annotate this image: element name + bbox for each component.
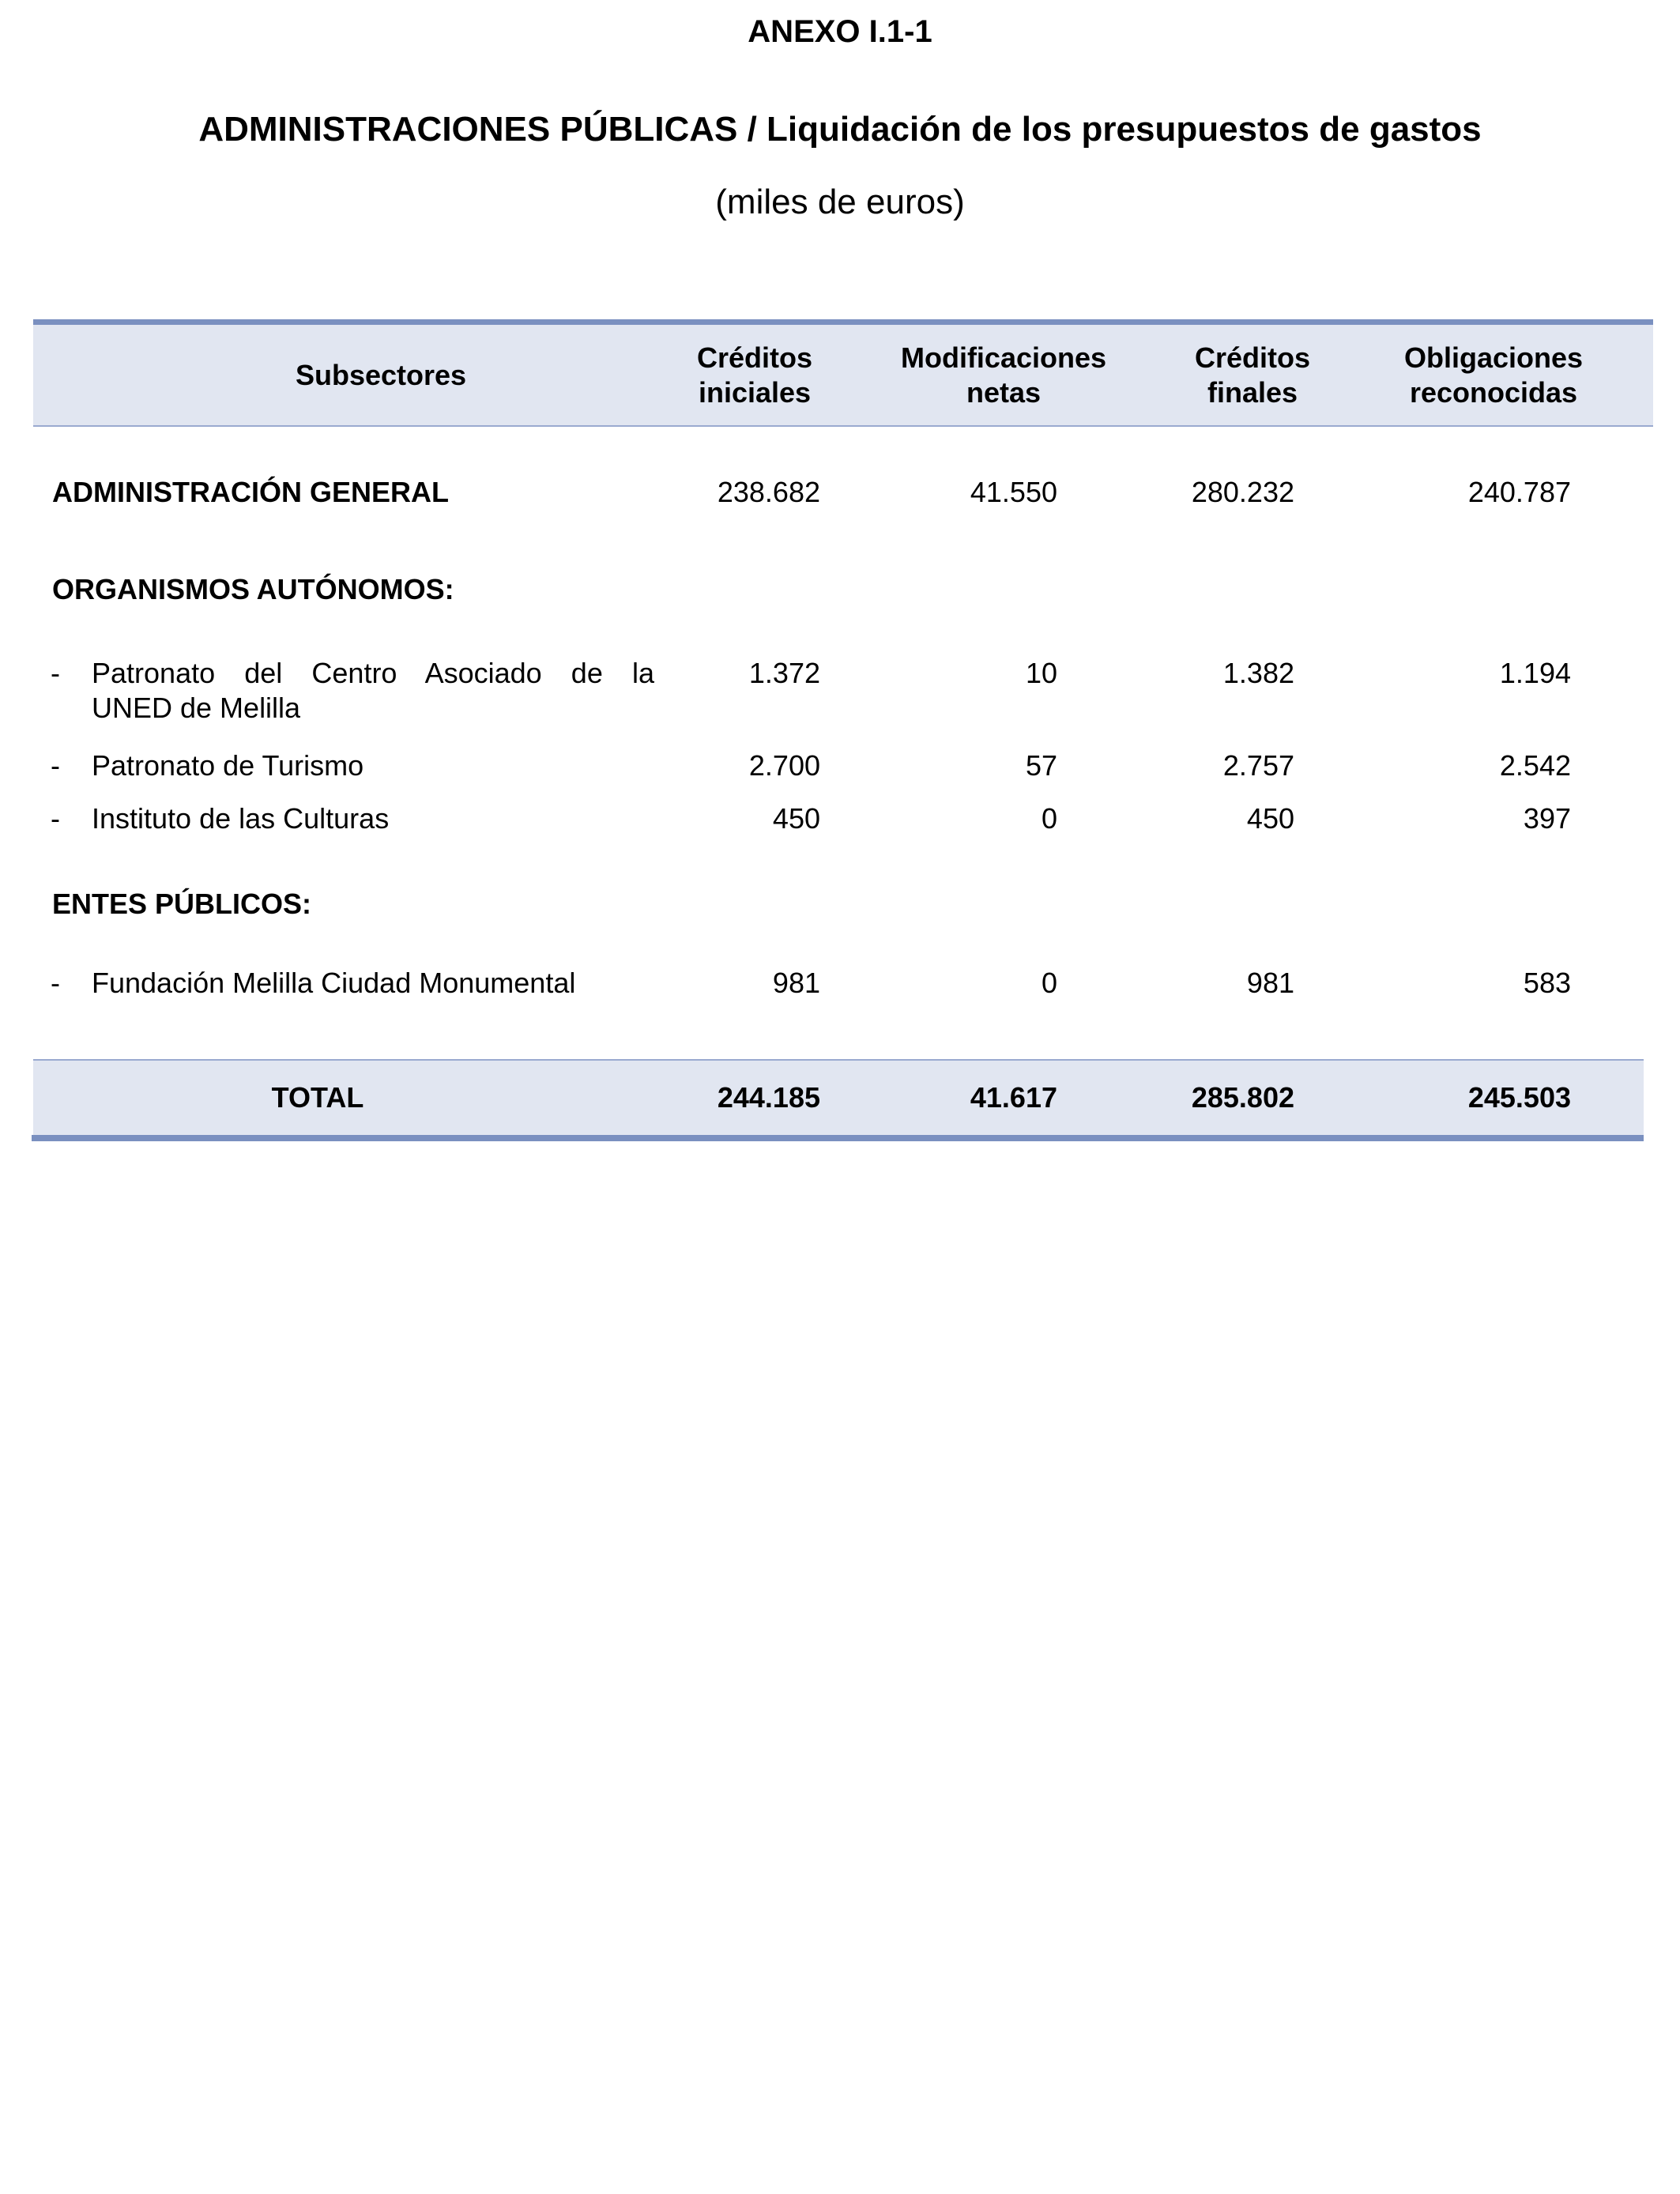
value-creditos-iniciales: 450 <box>772 802 820 835</box>
units-subtitle: (miles de euros) <box>715 183 965 221</box>
row-label-admin-general: ADMINISTRACIÓN GENERAL <box>52 476 449 508</box>
total-modificaciones-netas: 41.617 <box>970 1081 1057 1114</box>
value-creditos-finales: 450 <box>1246 802 1294 835</box>
value-modificaciones-netas: 0 <box>1041 802 1057 835</box>
total-label: TOTAL <box>271 1081 364 1114</box>
value-modificaciones-netas: 41.550 <box>970 476 1057 508</box>
value-modificaciones-netas: 0 <box>1041 967 1057 999</box>
row-bullet: - <box>51 749 60 782</box>
value-creditos-finales: 981 <box>1246 967 1294 999</box>
value-creditos-finales: 2.757 <box>1222 749 1294 782</box>
row-name: Patronato de Turismo <box>92 749 364 782</box>
value-obligaciones-reconocidas: 240.787 <box>1467 476 1571 508</box>
total-obligaciones-reconocidas: 245.503 <box>1467 1081 1571 1114</box>
value-creditos-iniciales: 981 <box>772 967 820 999</box>
value-creditos-iniciales: 1.372 <box>748 657 820 689</box>
header-creditos-finales: Créditos finales <box>1194 341 1311 409</box>
value-creditos-finales: 280.232 <box>1191 476 1294 508</box>
table-top-rule <box>33 319 1653 325</box>
annex-heading: ANEXO I.1-1 <box>748 14 932 49</box>
value-modificaciones-netas: 57 <box>1025 749 1057 782</box>
row-name: Fundación Melilla Ciudad Monumental <box>92 967 576 999</box>
value-obligaciones-reconocidas: 1.194 <box>1499 657 1571 689</box>
row-name-line1: Patronato del Centro Asociado de la <box>92 657 654 689</box>
row-bullet: - <box>51 657 60 689</box>
total-creditos-finales: 285.802 <box>1191 1081 1294 1114</box>
header-creditos-iniciales: Créditos iniciales <box>696 341 813 409</box>
section-heading-entes: ENTES PÚBLICOS: <box>52 888 312 920</box>
value-obligaciones-reconocidas: 2.542 <box>1499 749 1571 782</box>
table-bottom-rule <box>32 1135 1644 1141</box>
section-heading-organismos: ORGANISMOS AUTÓNOMOS: <box>52 573 454 605</box>
row-bullet: - <box>51 802 60 835</box>
value-creditos-iniciales: 2.700 <box>748 749 820 782</box>
value-creditos-finales: 1.382 <box>1222 657 1294 689</box>
value-creditos-iniciales: 238.682 <box>717 476 820 508</box>
total-creditos-iniciales: 244.185 <box>717 1081 820 1114</box>
header-obligaciones-reconocidas: Obligaciones reconocidas <box>1403 341 1584 409</box>
page-title: ADMINISTRACIONES PÚBLICAS / Liquidación de los presupuestos de gastos <box>198 110 1482 149</box>
value-obligaciones-reconocidas: 583 <box>1523 967 1571 999</box>
row-name-line2: UNED de Melilla <box>92 692 301 724</box>
value-obligaciones-reconocidas: 397 <box>1523 802 1571 835</box>
header-modificaciones-netas: Modificaciones netas <box>900 341 1107 409</box>
row-name: Instituto de las Culturas <box>92 802 390 835</box>
header-subsectores: Subsectores <box>295 359 467 391</box>
row-bullet: - <box>51 967 60 999</box>
value-modificaciones-netas: 10 <box>1025 657 1057 689</box>
